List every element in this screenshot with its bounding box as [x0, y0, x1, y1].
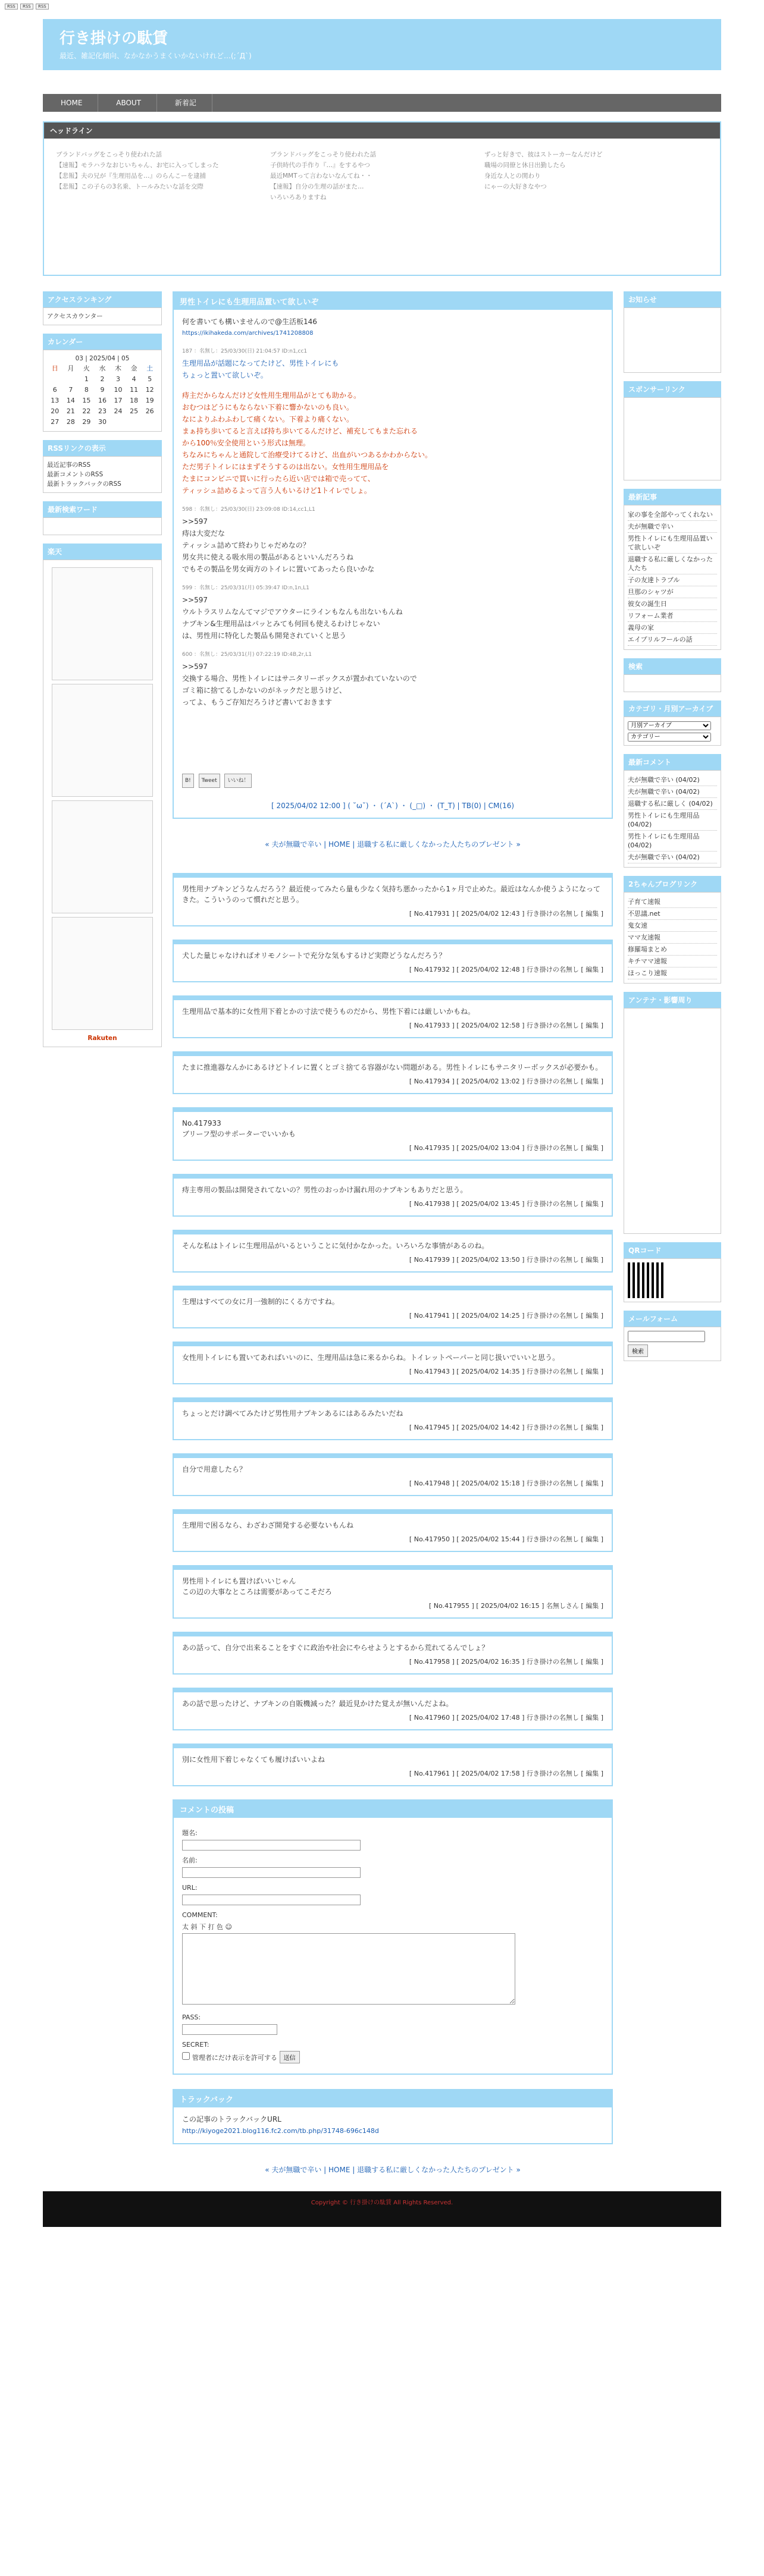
rss-comments-link[interactable]: 最新コメントのRSS [47, 471, 104, 478]
comment-item [173, 1107, 613, 1161]
form-title: コメントの投稿 [174, 1801, 612, 1818]
headline-box [43, 121, 721, 276]
cal-day: 21 [66, 407, 75, 415]
lead-line: ちょっと置いて欲しいぞ。 [182, 371, 268, 379]
cal-day: 8 [84, 386, 89, 394]
headline-col-1 [56, 149, 270, 203]
comment-text: 男性用ナプキンどうなんだろう？最近使ってみたら量も少なく気持ち悪かったから1ヶ月で止めた。最近はなんか使うようになってきた。こういうのって慣れだと思う。 [182, 885, 601, 904]
rcomment-item[interactable]: 男性トイレにも生理用品 (04/02) [628, 810, 717, 831]
comment-item [173, 1051, 613, 1094]
headline-link[interactable]: いろいろありますね [270, 194, 327, 201]
comment-meta[interactable]: [ No.417931 ] [ 2025/04/02 12:43 ] 行き掛けの名無し [ 編集 ] [409, 910, 603, 918]
comment-meta[interactable]: [ No.417961 ] [ 2025/04/02 17:58 ] 行き掛けの名無し [ 編集 ] [409, 1770, 603, 1777]
body-line: ティッシュ詰めるよって言う人もいるけど1トイレでしょ。 [182, 486, 371, 495]
nav-about[interactable]: ABOUT [101, 94, 157, 112]
comment-meta[interactable]: [ No.417955 ] [ 2025/04/02 16:15 ] 名無しさん [ 編集 ] [428, 1602, 603, 1610]
comment-item [173, 1174, 613, 1217]
lead-line: 生理用品が話題になってたけど、男性トイレにも [182, 359, 339, 367]
body-line: たまにコンビニで買いに行ったら近い店では箱で売ってて、 [182, 475, 375, 483]
res-line: でもその製品を男女両方のトイレに置いてあったら良いかな [182, 565, 375, 573]
cal-day: 16 [98, 397, 107, 404]
name-input[interactable] [182, 1867, 361, 1878]
cal-day: 1 [84, 375, 89, 383]
ad-image[interactable] [52, 917, 153, 1030]
password-input[interactable] [182, 2024, 277, 2035]
res-head: 598 ：名無し：25/03/30(日) 23:09:08 ID:14,cc1,L1 [182, 507, 315, 513]
recent-item[interactable]: 夫が無職で辛い [628, 521, 717, 533]
cal-day: 7 [68, 386, 73, 394]
tweet-button[interactable]: Tweet [199, 774, 220, 788]
recent-item[interactable]: リフォーム業者 [628, 610, 717, 622]
cal-head: 月 [67, 365, 74, 372]
cal-head: 日 [51, 365, 58, 372]
cal-day: 15 [82, 397, 91, 404]
rss-link-2[interactable]: RSS [20, 4, 33, 10]
form-label: 題名: [182, 1829, 198, 1837]
res-line: ナプキン&生理用品はパッとみても何回も使えるわけじゃない [182, 620, 380, 628]
headline-link[interactable]: 最近MMTって言わないなんてね・・ [270, 172, 372, 180]
cal-day: 2 [100, 375, 105, 383]
comment-text: あの話で思ったけど、ナプキンの自販機減った？最近見かけた覚えが無いんだよね。 [182, 1699, 453, 1708]
cal-head: 水 [99, 365, 106, 372]
cal-day: 14 [66, 397, 75, 404]
cal-head: 火 [83, 365, 90, 372]
cal-day: 13 [51, 397, 60, 404]
rcomment-item[interactable]: 夫が無職で辛い (04/02) [628, 774, 717, 786]
res-line: 男女共に使える吸水用の製品があるといいんだろうね [182, 553, 354, 561]
source-title: 何を書いても構いませんので@生活板146 [182, 318, 317, 326]
rss-link-1[interactable]: RSS [5, 4, 18, 10]
submit-button[interactable]: 送信 [280, 2051, 300, 2063]
body-line: ただ男子トイレにはまずそうするのは出ない。女性用生理用品を [182, 463, 389, 471]
rss-link-3[interactable]: RSS [36, 4, 49, 10]
headline-col-3 [484, 149, 699, 203]
qr-title: QRコード [624, 1242, 721, 1258]
comment-item [173, 1397, 613, 1440]
cal-day: 10 [114, 386, 123, 394]
body-line: なによりふわふわして痛くない。下着より痛くない。 [182, 415, 354, 423]
res-line: >>597 [182, 596, 208, 604]
cal-day [47, 374, 63, 385]
comment-meta[interactable]: [ No.417935 ] [ 2025/04/02 13:04 ] 行き掛けの名無し [ 編集 ] [409, 1144, 603, 1152]
recent-item[interactable]: 彼女の誕生日 [628, 598, 717, 610]
headline-link[interactable]: 身近な人との関わり [484, 172, 541, 180]
comment-text: 犬した量じゃなければオリモノシートで充分な気もするけど実際どうなんだろう？ [182, 951, 446, 960]
body-line: ちなみにちゃんと通院して治療受けてるけど、出血がいつあるかわからない。 [182, 451, 433, 459]
ad-image[interactable] [52, 800, 153, 913]
category-select[interactable] [628, 733, 711, 742]
search-word-title: 最新検索ワード [43, 501, 162, 517]
body-line: おむつはどうにもならない下着に響かないのも良い。 [182, 403, 354, 411]
rss-entries-link[interactable]: 最近記事のRSS [47, 461, 91, 469]
rcomment-item[interactable]: 退職する私に厳しく (04/02) [628, 798, 717, 810]
site-footer: Copyright © 行き掛けの駄賃 All Rights Reserved. [43, 2191, 721, 2227]
rcomment-item[interactable]: 夫が無職で辛い (04/02) [628, 786, 717, 798]
body-line: 痔主だからなんだけど女性用生理用品がとても助かる。 [182, 391, 361, 400]
trackback-label: この記事のトラックバックURL [182, 2115, 281, 2123]
comment-text: ちょっとだけ調べてみたけど男性用ナプキンあるにはあるみたいだね [182, 1409, 403, 1418]
ad-image[interactable] [52, 567, 153, 680]
headline-link[interactable]: 【悲報】夫の兄が『生理用品を…』のらんこーを逮捕 [56, 172, 206, 180]
main-content [173, 291, 613, 2181]
comment-text: 生理はすべての女に月一強制的にくる方ですね。 [182, 1298, 339, 1306]
rcomment-item[interactable]: 夫が無職で辛い (04/02) [628, 852, 717, 863]
mail-input[interactable] [628, 1331, 705, 1342]
form-label: PASS: [182, 2013, 201, 2021]
trackback-url[interactable]: http://kiyoge2021.blog116.fc2.com/tb.php/31748-696c148d [182, 2127, 379, 2135]
rss-title: RSSリンクの表示 [43, 440, 162, 456]
cal-day [142, 417, 158, 428]
blogroll-item[interactable]: 不思議.net [628, 908, 717, 920]
comment-item [173, 1509, 613, 1552]
recent-item[interactable]: 退職する私に厳しくなかった人たち [628, 554, 717, 574]
blogroll-item[interactable]: 修羅場まとめ [628, 944, 717, 956]
blogroll-list [628, 896, 717, 979]
comment-meta[interactable]: [ No.417943 ] [ 2025/04/02 14:35 ] 行き掛けの名無し [ 編集 ] [409, 1368, 603, 1375]
comment-text: あの話って、自分で出来ることをすぐに政治や社会にやらせようとするから荒れてるんでしょ？ [182, 1644, 489, 1652]
cal-day: 6 [52, 386, 57, 394]
counter-image: アクセスカウンター [43, 307, 162, 325]
recent-title: 最新記事 [624, 489, 721, 505]
trackback-title: トラックバック [174, 2090, 612, 2107]
calendar-table [47, 363, 158, 428]
left-sidebar [43, 291, 162, 2181]
comment-item [173, 1286, 613, 1328]
recent-item[interactable]: 義母の家 [628, 622, 717, 634]
comment-form [173, 1799, 613, 2075]
comment-text: 生理用品で基本的に女性用下着とかの寸法で使うものだから、男性下着には厳しいかもね。 [182, 1007, 475, 1016]
comment-meta[interactable]: [ No.417938 ] [ 2025/04/02 13:45 ] 行き掛けの名無し [ 編集 ] [409, 1200, 603, 1208]
antenna-title: アンテナ・影響周り [624, 992, 721, 1008]
archive-select[interactable] [628, 721, 711, 730]
hatena-button[interactable]: B! [182, 774, 194, 788]
headline-link[interactable]: 子供時代の手作り『…』をするやつ [270, 162, 370, 169]
site-description: 最近、雑記化傾向、なかなかうまくいかないけれど…(;´Д`) [60, 52, 252, 60]
headline-link[interactable]: ブランドバッグをこっそり使われた話 [270, 151, 377, 158]
like-button[interactable]: いいね！ [224, 774, 252, 788]
headline-col-2 [270, 149, 484, 203]
res-line: ティッシュ詰めて終わりじゃだめなの？ [182, 541, 310, 549]
comment-meta[interactable]: [ No.417960 ] [ 2025/04/02 17:48 ] 行き掛けの名無し [ 編集 ] [409, 1714, 603, 1721]
comment-meta[interactable]: [ No.417934 ] [ 2025/04/02 13:02 ] 行き掛けの名無し [ 編集 ] [409, 1077, 603, 1085]
rcomment-item[interactable]: 男性トイレにも生理用品 (04/02) [628, 831, 717, 852]
blogroll-item[interactable]: 子育て速報 [628, 896, 717, 908]
blogroll-item[interactable]: 鬼女速 [628, 920, 717, 932]
cal-head: 金 [130, 365, 137, 372]
comment-list [173, 873, 613, 1786]
headline-link[interactable]: 【悲報】この子らの3名乗、トールみたいな話を交際 [56, 183, 203, 190]
form-label: COMMENT: [182, 1911, 218, 1919]
entry-meta[interactable]: [ 2025/04/02 12:00 ] ( ˘ω˘) ・ (´A`) ・ (_□) ・ (T_T) | TB(0) | CM(16) [271, 802, 515, 810]
comment-item [173, 1565, 613, 1619]
comment-item [173, 940, 613, 982]
body-line: まぁ持ち歩いてると言えば持ち歩いてるんだけど、補充してもまた忘れる [182, 427, 418, 435]
notice-body [624, 307, 721, 373]
cal-day [63, 374, 79, 385]
entry-card [173, 291, 613, 819]
form-label: SECRET: [182, 2041, 209, 2049]
blogroll-item[interactable]: キチママ速報 [628, 956, 717, 967]
rcomment-title: 最新コメント [624, 754, 721, 770]
rakuten-title: 楽天 [43, 544, 162, 560]
cal-day: 18 [130, 397, 139, 404]
cal-day: 19 [145, 397, 154, 404]
antenna-body [624, 1008, 721, 1234]
cal-day: 5 [148, 375, 152, 383]
res-line: 痔は大変だな [182, 529, 226, 538]
site-header [43, 19, 721, 70]
headline-title: ヘッドライン [44, 122, 720, 139]
comment-item [173, 1688, 613, 1730]
cal-head: 土 [146, 365, 154, 372]
comment-item [173, 873, 613, 926]
res-head: 187 ：名無し：25/03/30(日) 21:04:57 ID:n1,cc1 [182, 348, 308, 354]
calendar-caption[interactable]: 03 | 2025/04 | 05 [75, 355, 130, 362]
comment-item [173, 1342, 613, 1384]
res-head: 600 ：名無し：25/03/31(月) 07:22:19 ID:4B,2r,L1 [182, 652, 312, 658]
ad-image[interactable] [52, 684, 153, 797]
blogroll-title: 2ちゃんブログリンク [624, 876, 721, 892]
blogroll-item[interactable]: ママ友速報 [628, 932, 717, 944]
right-sidebar [624, 291, 721, 2181]
calendar-title: カレンダー [43, 334, 162, 350]
comment-meta[interactable]: [ No.417948 ] [ 2025/04/02 15:18 ] 行き掛けの名無し [ 編集 ] [409, 1479, 603, 1487]
comment-meta[interactable]: [ No.417939 ] [ 2025/04/02 13:50 ] 行き掛けの名無し [ 編集 ] [409, 1256, 603, 1264]
search-word-body [43, 517, 162, 535]
sponsor-title: スポンサーリンク [624, 381, 721, 397]
pager[interactable]: « 夫が無職で辛い | HOME | 退職する私に厳しくなかった人たちのプレゼント » [265, 840, 521, 849]
headline-link[interactable]: ブランドバッグをこっそり使われた話 [56, 151, 162, 158]
cal-day: 20 [51, 407, 60, 415]
comment-item [173, 995, 613, 1038]
recent-item[interactable]: 旦那のシャツが [628, 586, 717, 598]
nav-home[interactable]: HOME [45, 94, 98, 112]
cal-day: 3 [116, 375, 121, 383]
res-line: ってよ、もうご存知だろうけど書いておきます [182, 698, 333, 706]
site-title[interactable]: 行き掛けの駄賃 [60, 30, 168, 48]
rakuten-logo[interactable]: Rakuten [87, 1035, 117, 1042]
cal-day [110, 417, 126, 428]
comment-item [173, 1453, 613, 1496]
res-line: は、男性用に特化した製品も開発されていくと思う [182, 632, 347, 640]
cal-day: 29 [82, 418, 91, 426]
headline-link[interactable]: ずっと好きで、彼はストーカーなんだけど [484, 151, 603, 158]
cal-day: 28 [66, 418, 75, 426]
archive-title: カテゴリ・月別アーカイブ [624, 700, 721, 717]
format-toolbar[interactable]: 太 斜 下 打 色 ☺ [182, 1923, 232, 1931]
comment-meta[interactable]: [ No.417958 ] [ 2025/04/02 16:35 ] 行き掛けの名無し [ 編集 ] [409, 1658, 603, 1666]
qr-code-icon [628, 1262, 663, 1298]
blogroll-item[interactable]: ほっこり速報 [628, 967, 717, 979]
url-input[interactable] [182, 1895, 361, 1905]
secret-checkbox[interactable] [182, 2052, 190, 2060]
recent-item[interactable]: エイプリルフールの話 [628, 634, 717, 646]
search-body [624, 674, 721, 692]
comment-text: たまに推進器なんかにあるけどトイレに置くとゴミ捨てる容器がない問題がある。男性トイレにもサニタリーボックスが必要かも。 [182, 1063, 603, 1072]
comment-text: 別に女性用下着じゃなくても履けばいいよね [182, 1755, 325, 1764]
search-title: 検索 [624, 658, 721, 674]
res-head: 599 ：名無し：25/03/31(月) 05:39:47 ID:n,1n,L1 [182, 585, 309, 591]
mail-search-button[interactable]: 検索 [628, 1344, 648, 1357]
comment-text: 男性用トイレにも置けばいいじゃん この辺の大事なところは需要があってこそだろ [182, 1577, 332, 1596]
body-line: から100％安全使用という形式は無理。 [182, 439, 310, 447]
comment-meta[interactable]: [ No.417945 ] [ 2025/04/02 14:42 ] 行き掛けの名無し [ 編集 ] [409, 1424, 603, 1431]
cal-day: 25 [130, 407, 139, 415]
form-label: URL: [182, 1884, 198, 1892]
cal-day: 26 [145, 407, 154, 415]
rcomment-list [628, 774, 717, 863]
global-nav [43, 94, 721, 112]
form-label: 名前: [182, 1856, 198, 1864]
cal-day: 9 [100, 386, 105, 394]
comment-text: そんな私はトイレに生理用品がいるということに気付かなかった。いろいろな事情があるのね。 [182, 1242, 489, 1250]
comment-text: 女性用トイレにも置いてあればいいのに、生理用品は急に来るからね。トイレットペーパーと同じ扱いでいいと思う。 [182, 1353, 560, 1362]
ranking-title: アクセスランキング [43, 291, 162, 307]
comment-item [173, 1632, 613, 1675]
social-buttons [182, 774, 603, 788]
recent-item[interactable]: 家の事を全部やってくれない [628, 509, 717, 521]
comment-meta[interactable]: [ No.417941 ] [ 2025/04/02 14:25 ] 行き掛けの名無し [ 編集 ] [409, 1312, 603, 1320]
source-url[interactable]: https://ikihakeda.com/archives/1741208808 [182, 330, 314, 337]
sponsor-body [624, 397, 721, 480]
cal-day: 24 [114, 407, 123, 415]
top-rss-bar [0, 0, 764, 13]
cal-head: 木 [115, 365, 122, 372]
cal-day: 4 [131, 375, 136, 383]
cal-day: 30 [98, 418, 107, 426]
comment-text: 痔主専用の製品は開発されてないの？男性のおっかけ漏れ用のナプキンもありだと思う。 [182, 1186, 468, 1194]
recent-item[interactable]: 子の友達トラブル [628, 574, 717, 586]
entry-title[interactable]: 男性トイレにも生理用品置いて欲しいぞ [174, 293, 612, 310]
nav-new[interactable]: 新着記 [159, 94, 212, 112]
recent-item[interactable]: 男性トイレにも生理用品置いて欲しいぞ [628, 533, 717, 554]
res-line: >>597 [182, 662, 208, 671]
headline-link[interactable]: 【速報】モラハラなおじいちゃん、お宅に入ってしまった [56, 162, 219, 169]
cal-day: 11 [130, 386, 139, 394]
headline-link[interactable]: 【速報】自分の生理の話がまた… [270, 183, 364, 190]
secret-label: 管理者にだけ表示を許可する [192, 2054, 277, 2062]
headline-link[interactable]: にゃーの大好きなやつ [484, 183, 547, 190]
comment-item [173, 1743, 613, 1786]
cal-day: 12 [145, 386, 154, 394]
cal-day: 27 [51, 418, 60, 426]
trackback-box [173, 2089, 613, 2144]
subject-input[interactable] [182, 1840, 361, 1851]
comment-text: 自分で用意したら？ [182, 1465, 247, 1474]
res-line: ゴミ箱に捨てるしかないのがネックだと思うけど、 [182, 686, 347, 695]
notice-title: お知らせ [624, 291, 721, 307]
rss-trackback-link[interactable]: 最新トラックバックのRSS [47, 480, 121, 488]
res-line: >>597 [182, 517, 208, 526]
comment-textarea[interactable] [182, 1933, 515, 2005]
mailform-title: メールフォーム [624, 1311, 721, 1327]
headline-link[interactable]: 職場の同僚と休日出勤したら [484, 162, 566, 169]
res-line: 交換する場合、男性トイレにはサニタリーボックスが置かれていないので [182, 674, 417, 683]
pager-bottom[interactable]: « 夫が無職で辛い | HOME | 退職する私に厳しくなかった人たちのプレゼント » [265, 2166, 521, 2174]
cal-day: 17 [114, 397, 123, 404]
recent-list [628, 509, 717, 646]
comment-text: No.417933 ブリーフ型のサポーターでいいかも [182, 1119, 296, 1138]
res-line: ウルトラスリムなんてマジでアウターにラインもなんも出ないもんね [182, 608, 403, 616]
comment-item [173, 1230, 613, 1273]
comment-meta[interactable]: [ No.417950 ] [ 2025/04/02 15:44 ] 行き掛けの名無し [ 編集 ] [409, 1535, 603, 1543]
comment-text: 生理用で困るなら、わざわざ開発する必要ないもんね [182, 1521, 354, 1529]
cal-day: 23 [98, 407, 107, 415]
comment-meta[interactable]: [ No.417932 ] [ 2025/04/02 12:48 ] 行き掛けの名無し [ 編集 ] [409, 966, 603, 973]
comment-meta[interactable]: [ No.417933 ] [ 2025/04/02 12:58 ] 行き掛けの名無し [ 編集 ] [409, 1022, 603, 1029]
cal-day: 22 [82, 407, 91, 415]
cal-day [126, 417, 142, 428]
